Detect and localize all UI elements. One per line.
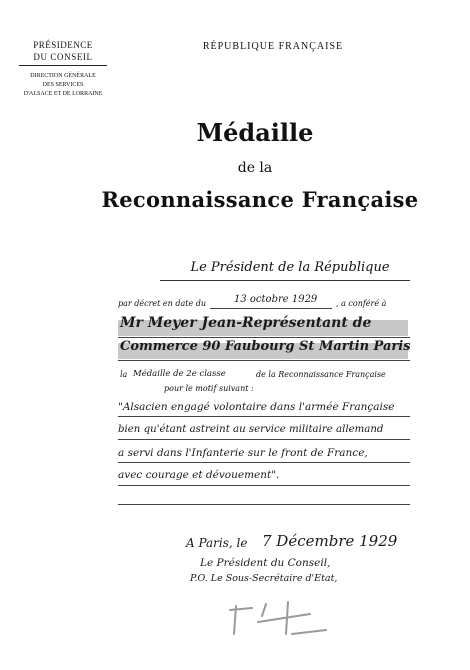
reason-rule-1: [118, 416, 410, 417]
title-reconnaissance: Reconnaissance Française: [101, 187, 419, 212]
reason-line-1: "Alsacien engagé volontaire dans l'armée Française: [118, 401, 395, 413]
president-line: Le Président de la République: [190, 260, 390, 275]
closing-president-du-conseil: Le Président du Conseil,: [200, 557, 331, 569]
reason-rule-3: [118, 462, 410, 463]
closing-sous-secretaire: P.O. Le Sous-Secrétaire d'Etat,: [190, 573, 338, 584]
reason-rule-2: [118, 439, 410, 440]
recipient-name-line1: Mr Meyer Jean-Représentant de: [120, 315, 372, 331]
name-line2-rule: [118, 360, 410, 361]
office-divider: [19, 65, 107, 66]
name-line1-rule: [118, 337, 410, 338]
reason-rule-5: [118, 504, 410, 505]
reason-rule-4: [118, 485, 410, 486]
president-underline: [160, 280, 410, 281]
office-line-alsace: D'ALSACE ET DE LORRAINE: [23, 91, 103, 97]
medal-suffix: de la Reconnaissance Française: [256, 370, 386, 379]
reason-line-3: a servi dans l'Infanterie sur le front de France,: [118, 447, 368, 459]
closing-place: A Paris, le: [186, 536, 248, 550]
issuing-office-header: [8, 40, 118, 99]
motif-label: pour le motif suivant :: [164, 384, 254, 393]
office-line-services: DES SERVICES: [42, 82, 84, 88]
decree-suffix: , a conféré à: [336, 299, 387, 308]
title-de-la: de la: [237, 160, 273, 176]
title-medaille: Médaille: [196, 118, 314, 147]
medal-class: Médaille de 2e classe: [133, 369, 226, 379]
medal-prefix: la: [120, 370, 128, 379]
reason-line-2: bien qu'étant astreint au service militaire allemand: [118, 424, 384, 435]
decree-date-rule: [210, 308, 332, 309]
republic-header: RÉPUBLIQUE FRANÇAISE: [202, 41, 344, 52]
office-line-presidence: PRÉSIDENCE: [33, 40, 93, 50]
decree-date: 13 octobre 1929: [234, 294, 318, 305]
recipient-name-line2: Commerce 90 Faubourg St Martin Paris: [120, 339, 411, 354]
office-line-conseil: DU CONSEIL: [33, 52, 93, 62]
signature-mark: [222, 596, 342, 642]
office-line-direction: DIRECTION GÉNÉRALE: [30, 73, 96, 79]
closing-date: 7 Décembre 1929: [262, 532, 398, 550]
reason-line-4: avec courage et dévouement".: [118, 469, 280, 481]
decree-prefix: par décret en date du: [118, 299, 206, 308]
